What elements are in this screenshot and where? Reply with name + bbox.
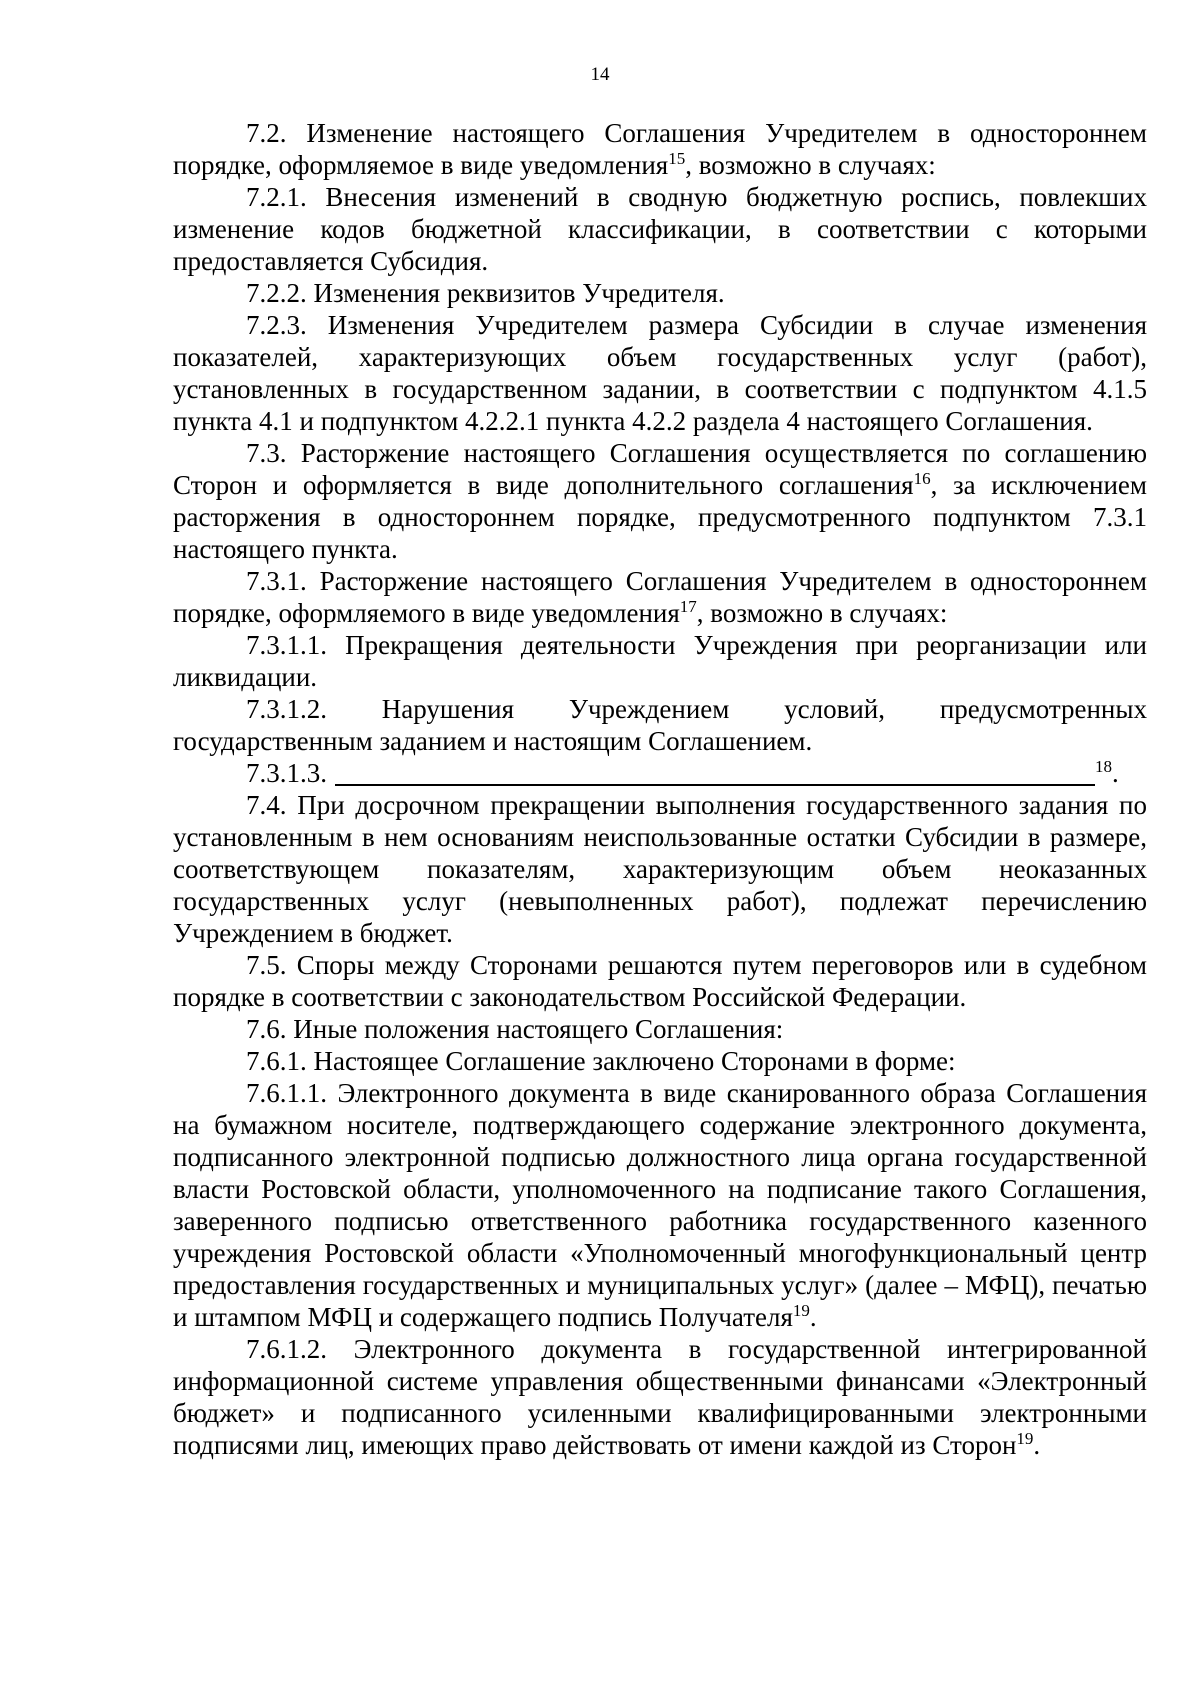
footnote-ref: 19 (1016, 1429, 1034, 1448)
footnote-ref: 15 (668, 149, 686, 168)
paragraph-7-3-1-2: 7.3.1.2. Нарушения Учреждением условий, предусмотренных государственным заданием и настоящим Соглашением. (173, 694, 1147, 756)
paragraph-7-3: 7.3. Расторжение настоящего Соглашения осуществляется по соглашению Сторон и оформляется в виде дополнительного соглашения$^{16}$, за исключением расторжения в одностороннем порядке, предусмотренного подпунктом 7.3.1 настоящего пункта. (173, 438, 1147, 564)
paragraph-7-4: 7.4. При досрочном прекращении выполнения государственного задания по установленным в нем основаниям неиспользованные остатки Субсидии в размере, соответствующем показателям, характеризующим объем неоказанных государственных услуг (невыполненных работ), подлежат перечислению Учреждением в бюджет. (173, 790, 1147, 948)
paragraph-7-3-1-3: 7.3.1.3. $^{18}$. (246, 757, 1119, 788)
document-body (173, 117, 1147, 1461)
paragraph-7-2-2: 7.2.2. Изменения реквизитов Учредителя. (246, 278, 725, 308)
fill-in-blank-line (335, 760, 1095, 786)
paragraph-7-5: 7.5. Споры между Сторонами решаются путем переговоров или в судебном порядке в соответствии с законодательством Российской Федерации. (173, 950, 1147, 1012)
page-number: 14 (590, 64, 610, 85)
footnote-ref: 17 (679, 597, 697, 616)
paragraph-7-6-1-2: 7.6.1.2. Электронного документа в государственной интегрированной информационной системе управления общественными финансами «Электронный бюджет» и подписанного усиленными квалифицированными электронными подписями лиц, имеющих право действовать от имени каждой из Сторон$^{19}$. (173, 1334, 1147, 1460)
paragraph-7-2: 7.2. Изменение настоящего Соглашения Учредителем в одностороннем порядке, оформляемое в виде уведомления$^{15}$, возможно в случаях: (173, 118, 1147, 180)
paragraph-7-6-1: 7.6.1. Настоящее Соглашение заключено Сторонами в форме: (246, 1046, 956, 1076)
paragraph-7-6: 7.6. Иные положения настоящего Соглашения: (246, 1014, 784, 1044)
paragraph-7-2-3: 7.2.3. Изменения Учредителем размера Субсидии в случае изменения показателей, характеризующих объем государственных услуг (работ), установленных в государственном задании, в соответствии с подпунктом 4.1.5 пункта 4.1 и подпунктом 4.2.2.1 пункта 4.2.2 раздела 4 настоящего Соглашения. (173, 310, 1147, 436)
paragraph-7-2-1: 7.2.1. Внесения изменений в сводную бюджетную роспись, повлекших изменение кодов бюджетной классификации, в соответствии с которыми предоставляется Субсидия. (173, 182, 1147, 276)
paragraph-7-3-1-1: 7.3.1.1. Прекращения деятельности Учреждения при реорганизации или ликвидации. (173, 630, 1147, 692)
paragraph-7-3-1: 7.3.1. Расторжение настоящего Соглашения Учредителем в одностороннем порядке, оформляемого в виде уведомления$^{17}$, возможно в случаях: (173, 566, 1147, 628)
paragraph-7-6-1-1: 7.6.1.1. Электронного документа в виде сканированного образа Соглашения на бумажном носителе, подтверждающего содержание электронного документа, подписанного электронной подписью должностного лица органа государственной власти Ростовской области, уполномоченного на подписание такого Соглашения, заверенного подписью ответственного работника государственного казенного учреждения Ростовской области «Уполномоченный многофункциональный центр предоставления государственных и муниципальных услуг» (далее – МФЦ), печатью и штампом МФЦ и содержащего подпись Получателя$^{19}$. (173, 1078, 1147, 1332)
footnote-ref: 19 (792, 1301, 810, 1320)
footnote-ref: 18 (1095, 757, 1112, 776)
footnote-ref: 16 (913, 469, 931, 488)
